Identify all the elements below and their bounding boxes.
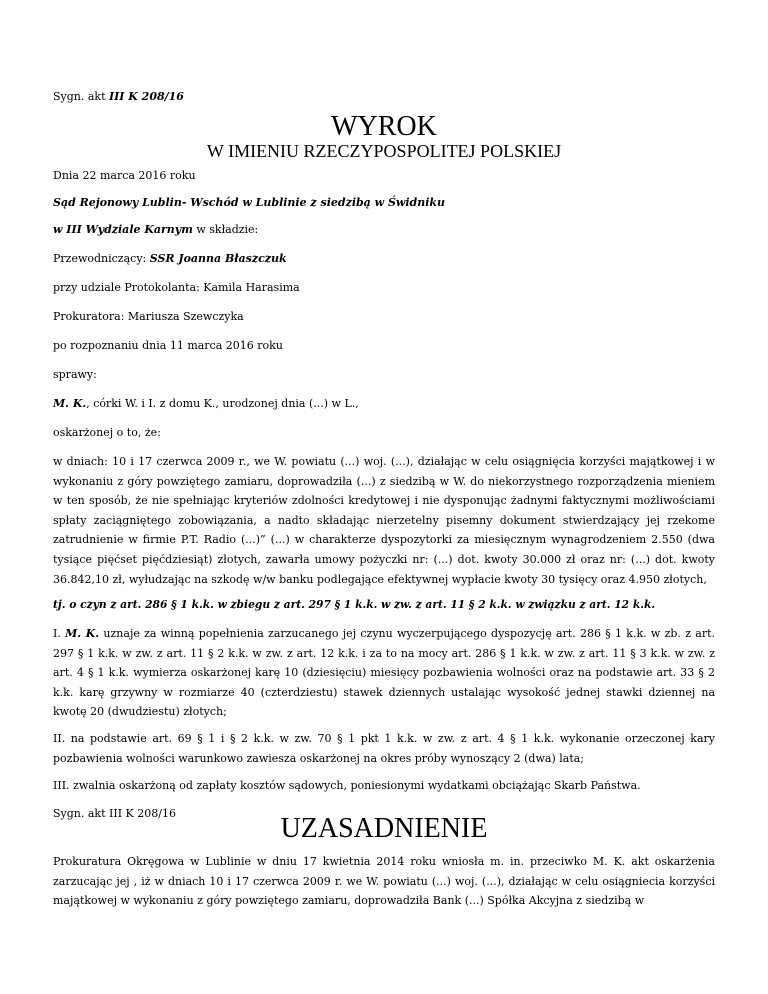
charge-description: w dniach: 10 i 17 czerwca 2009 r., we W. powiatu (...) woj. (...), działając w celu osiągnięcia korzyści majątkowej i w wykonaniu z góry powziętego zamiaru, doprowadziła (...) z siedzibą w W. do niekorzystnego rozporządzenia mieniem w ten sposób, że nie spełniając kryteriów zdolności kredytowej i nie dysponując żadnymi faktycznymi możliwościami spłaty zaciągniętego zobowiązania, a nadto składając nierzetelny pisemny dokument stwierdzający jej rzekome zatrudnienie w firmie P.T. Radio (...)” (...) w charakterze dyspozytorki za miesięcznym wynagrodzeniem 2.550 (dwa tysiące pięćset pięćdziesiąt) złotych, zawarła umowy pożyczki nr: (...) dot. kwoty 30.000 zł oraz nr: (...) dot. kwoty 36.842,10 zł, wyłudzając na szkodę w/w banku podlegające efektywnej wypłacie kwoty 30 tysięcy oraz 4.950 złotych, <box>53 455 715 586</box>
hearing-date: po rozpoznaniu dnia 11 marca 2016 roku <box>53 339 283 352</box>
verdict-date: Dnia 22 marca 2016 roku <box>53 169 196 182</box>
accused-of-label: oskarżonej o to, że: <box>53 426 161 439</box>
presiding-judge-name: SSR Joanna Błaszczuk <box>149 252 287 265</box>
presiding-judge <box>53 249 715 269</box>
case-signature-number: III K 208/16 <box>109 90 184 103</box>
justification-text: Prokuratura Okręgowa w Lublinie w dniu 17 kwietnia 2014 roku wniosła m. in. przeciwko M. K. akt oskarżenia zarzucając jej , iż w dniach 10 i 17 czerwca 2009 r. we W. powiatu (...) woj. (...), działając w celu osiągniecia korzyści majątkowej w wykonaniu z góry powziętego zamiaru, doprowadziła Bank (...) Spółka Akcyjna z siedzibą w <box>53 855 715 908</box>
department-suffix: w składzie: <box>192 223 259 236</box>
legal-qualification: tj. o czyn z art. 286 § 1 k.k. w zbiegu z art. 297 § 1 k.k. w zw. z art. 11 § 2 k.k. w związku z art. 12 k.k. <box>53 598 656 611</box>
verdict-point-1-text: uznaje za winną popełnienia zarzucanego jej czynu wyczerpującego dyspozycję art. 286 § 1 k.k. w zb. z art. 297 § 1 k.k. w zw. z art. 11 § 2 k.k. w zw. z art. 12 k.k. i za to na mocy art. 286 § 1 k.k. w zw. z art. 11 § 3 k.k. w zw. z art. 4 § 1 k.k. wymierza oskarżonej karę 10 (dziesięciu) miesięcy pozbawienia wolności oraz na podstawie art. 33 § 2 k.k. karę grzywny w rozmiarze 40 (czterdziestu) stawek dziennych ustalając wysokość jednej stawki dziennej na kwotę 20 (dwudziestu) złotych; <box>53 627 716 719</box>
case-label: sprawy: <box>53 368 97 381</box>
case-signature-prefix: Sygn. akt <box>53 90 110 103</box>
verdict-title: WYROK <box>331 111 437 142</box>
verdict-point-1-defendant: M. K. <box>65 627 100 640</box>
court-clerk: przy udziale Protokolanta: Kamila Harasima <box>53 281 300 294</box>
department-name: w III Wydziale Karnym <box>53 223 193 236</box>
verdict-point-2: II. na podstawie art. 69 § 1 i § 2 k.k. w zw. 70 § 1 pkt 1 k.k. w zw. z art. 4 § 1 k.k. wykonanie orzeczonej kary pozbawienia wolności warunkowo zawiesza oskarżonej na okres próby wynoszący 2 (dwa) lata; <box>53 732 715 765</box>
defendant-name: M. K. <box>53 397 87 410</box>
verdict-point-1 <box>53 624 715 722</box>
verdict-subtitle: W IMIENIU RZECZYPOSPOLITEJ POLSKIEJ <box>206 141 562 161</box>
verdict-point-1-number: I. <box>53 627 66 640</box>
prosecutor: Prokuratora: Mariusza Szewczyka <box>53 310 244 323</box>
case-signature-top <box>53 87 715 107</box>
verdict-point-3: III. zwalnia oskarżoną od zapłaty kosztów sądowych, poniesionymi wydatkami obciążając Skarb Państwa. <box>53 779 641 792</box>
case-signature-bottom: Sygn. akt III K 208/16 <box>53 807 176 820</box>
court-name: Sąd Rejonowy Lublin- Wschód w Lublinie z siedzibą w Świdniku <box>53 196 446 209</box>
court-department <box>53 220 715 240</box>
justification-title: UZASADNIENIE <box>280 813 488 844</box>
defendant-details: , córki W. i I. z domu K., urodzonej dnia (...) w L., <box>86 397 359 410</box>
defendant-line <box>53 394 715 414</box>
presiding-judge-label: Przewodniczący: <box>53 252 150 265</box>
